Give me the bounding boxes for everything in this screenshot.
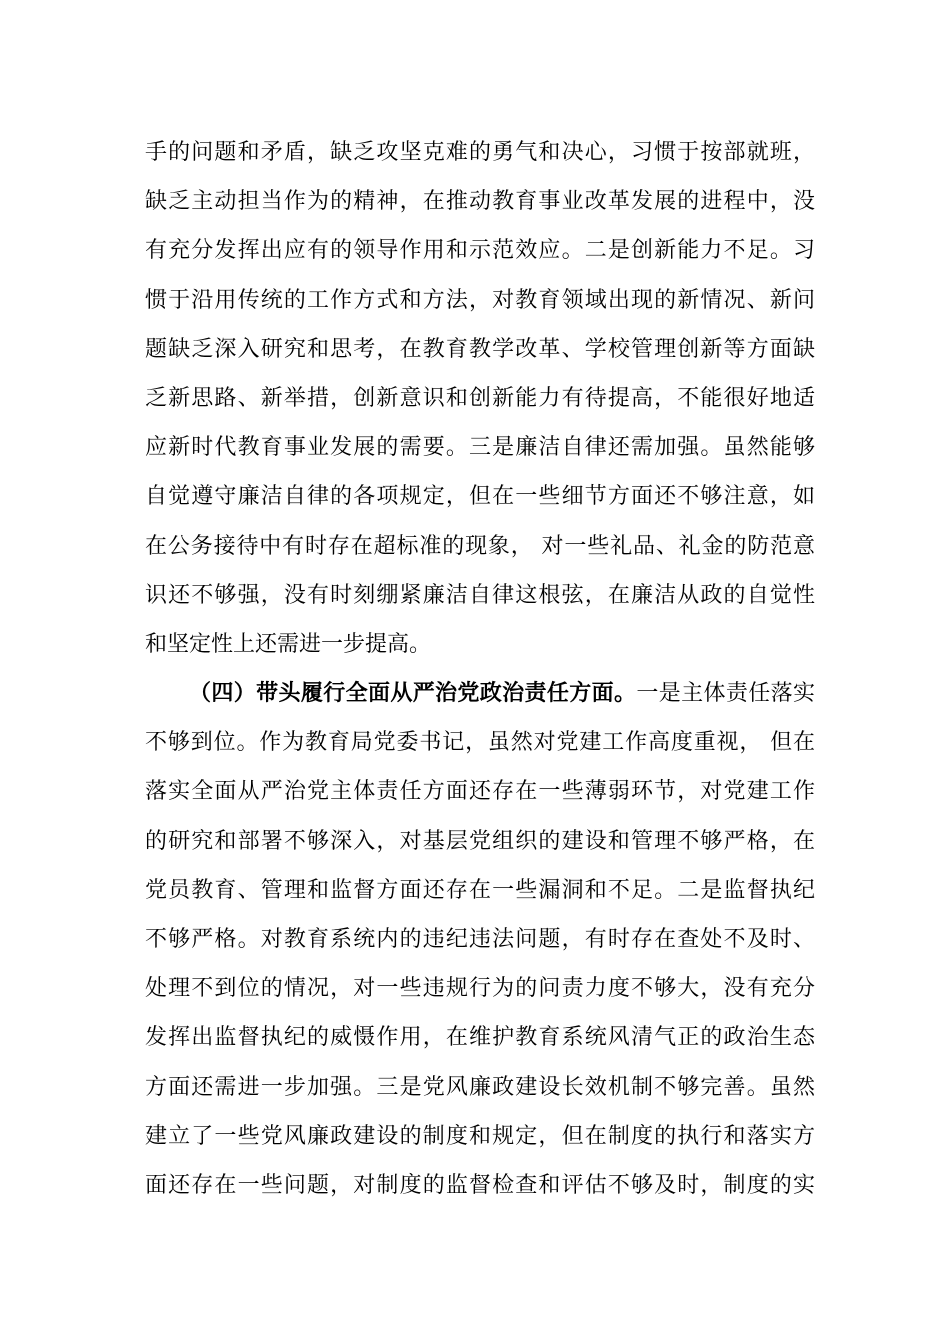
text-line: 方面还需进一步加强。三是党风廉政建设长效机制不够完善。虽然 — [145, 1074, 815, 1100]
section-heading: （四）带头履行全面从严治党政治责任方面。 — [189, 680, 637, 707]
text-line: 自觉遵守廉洁自律的各项规定，但在一些细节方面还不够注意，如 — [145, 484, 815, 510]
paragraph-1 — [145, 128, 815, 669]
text-line: 手的问题和矛盾，缺乏攻坚克难的勇气和决心，习惯于按部就班， — [145, 140, 815, 165]
text-line: 不够严格。对教育系统内的违纪违法问题，有时存在查处不及时、 — [145, 927, 815, 952]
text-line: 缺乏主动担当作为的精神，在推动教育事业改革发展的进程中，没 — [145, 189, 815, 215]
text-line: 处理不到位的情况，对一些违规行为的问责力度不够大，没有充分 — [145, 976, 815, 1002]
text-line: 建立了一些党风廉政建设的制度和规定，但在制度的执行和落实方 — [145, 1123, 815, 1149]
text-line: 和坚定性上还需进一步提高。 — [145, 631, 432, 657]
text-line: 有充分发挥出应有的领导作用和示范效应。二是创新能力不足。习 — [145, 238, 815, 264]
text-line: 面还存在一些问题，对制度的监督检查和评估不够及时，制度的实 — [145, 1172, 815, 1198]
text-line: 的研究和部署不够深入，对基层党组织的建设和管理不够严格，在 — [145, 828, 815, 854]
paragraph-first-line — [145, 669, 815, 718]
text-line: 乏新思路、新举措，创新意识和创新能力有待提高，不能很好地适 — [145, 385, 815, 411]
text-line: 识还不够强，没有时刻绷紧廉洁自律这根弦，在廉洁从政的自觉性 — [145, 582, 815, 608]
text-line: 不够到位。作为教育局党委书记，虽然对党建工作高度重视， 但在 — [145, 730, 815, 756]
text-run: 一是主体责任落实 — [636, 681, 815, 707]
text-line: 惯于沿用传统的工作方式和方法，对教育领域出现的新情况、新问 — [145, 287, 815, 313]
paragraph-2 — [145, 669, 815, 1210]
text-line: 题缺乏深入研究和思考，在教育教学改革、学校管理创新等方面缺 — [145, 336, 815, 362]
body-text — [145, 128, 815, 1210]
text-line: 党员教育、管理和监督方面还存在一些漏洞和不足。二是监督执纪 — [145, 877, 815, 903]
text-line: 应新时代教育事业发展的需要。三是廉洁自律还需加强。虽然能够 — [145, 435, 815, 461]
text-line: 发挥出监督执纪的威慑作用，在维护教育系统风清气正的政治生态 — [145, 1025, 815, 1051]
text-line: 落实全面从严治党主体责任方面还存在一些薄弱环节，对党建工作 — [145, 779, 815, 805]
text-line: 在公务接待中有时存在超标准的现象， 对一些礼品、礼金的防范意 — [145, 533, 815, 559]
